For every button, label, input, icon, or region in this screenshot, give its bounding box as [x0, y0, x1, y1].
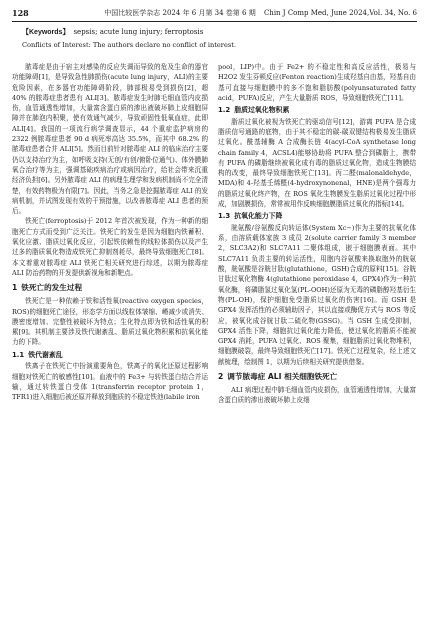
section-1-3-number: 1.3 [218, 212, 231, 221]
section-2-title: 调节脓毒症 ALI 相关细胞铁死亡 [227, 372, 338, 382]
section-1-2-title: 脂质过氧化物积累 [234, 106, 290, 115]
intro-paragraph-1: 脓毒症是由于宿主对感染的反应失调而导致的危及生命的器官功能障碍[1]，是导致急性肺损伤(acute lung injury，ALI)的主要危险因素，在多器官功能障碍阶段，肺部极易受到损伤[2]，超 40% 的脓毒症患者患有 ALI[3]。脓毒症发生时肺毛细血管内皮损伤，血管通透性增加，大量富含蛋白质的渗出液破坏肺上皮细胞屏障并在肺泡内积聚，使有效通气减少，导致顽固性低氧血症，此即 ALI[4]。我国的一项流行病学调查显示，44 个重症监护病房的 2322 例脓毒症患者 90 d 病死率高达 35.5%，而其中 68.2% 的脓毒症患者合并 ALI[5]。然而目前针对脓毒症 ALI 的临床治疗主要仍以支持治疗为主，如呼吸支持(无创/有创/俯卧位通气)、体外膜肺氧合治疗等为主，强调基础疾病治疗或病因治疗，给社会带来沉重经济负担[6]。另外脓毒症 ALI 的病理生理学和发病机制尚不完全清楚，有效药物极为有限[7]。因此，当务之急是挖掘脓毒症 ALI 的发病机制，并试图发现有效的干预措施，以改善脓毒症 ALI 患者的预后。 [12, 63, 208, 216]
section-1-1-paragraph: 铁离子在铁死亡中扮演重要角色，铁离子的氧化还原过程影响细胞对铁死亡的敏感性[10]。血液中的 Fe3+ 与转铁蛋白结合并运输，通过转铁蛋白受体 1(transferrin receptor protein 1，TFR1)进入细胞后被还原并释放到胞质的不稳定铁池(labile iron [12, 362, 208, 402]
section-1-1-title: 铁代谢紊乱 [28, 350, 63, 359]
section-1-2-paragraph: 脂质过氧化被视为铁死亡的驱动信号[12]，游离 PUFA 是合成脂质信号通路的底物，由于其不稳定的碳-碳双键结构极易发生脂质过氧化。酰基辅酶 A 合成酶长链 4(acyl-CoA synthetase long chain family 4，ACSL4)能够协助将 PUFA 整合到磷脂上，携带有 PUFA 的磷脂继续被氧化成有毒的脂质过氧化物，造成生物膜结构的改变，最终导致细胞铁死亡[13]。丙二醛(malonaldehyde，MDA)和 4-羟基壬烯醛(4-hydroxynonenal，HNE)是两个强毒力的脂质过氧化终产物，在 ROS 氧化生物膜发生脂质过氧化过程中形成，加剧膜损伤，常常被用作反映细胞膜脂质过氧化的指标[14]。 [218, 117, 416, 209]
section-2-heading [218, 371, 416, 382]
journal-title-en: Chin J Comp Med, June 2024,Vol. 34, No. 6 [263, 9, 417, 17]
section-1-1-number: 1.1 [12, 350, 25, 359]
header-rule [12, 21, 417, 22]
section-1-2-number: 1.2 [218, 106, 231, 115]
section-1-1-continuation: pool，LIP)中。由于 Fe2+ 的不稳定性和高反应活性，极易与 H2O2 发生芬顿反应(Fenton reaction)生成羟基自由基，羟基自由基可直接与细胞膜中的多不饱和脂肪酸(polyunsaturated fatty acid，PUFA)反应，产生大量脂质 ROS，导致细胞铁死亡[11]。 [218, 63, 416, 102]
section-1-3-heading [218, 211, 416, 222]
section-1-paragraph: 铁死亡是一种依赖于铁和活性氧(reactive oxygen species，ROS)的细胞死亡途径，形态学方面以线粒体皱缩、嵴减少或消失、膜密度增加、完整性被破坏为特点；生化特点即为铁和活性氧的积累[9]。其机制主要涉及铁代谢紊乱、脂质过氧化物积累和抗氧化能力的下降。 [12, 297, 208, 347]
journal-title [98, 7, 417, 19]
section-2-number: 2 [218, 372, 224, 382]
keywords-line [22, 27, 413, 38]
section-1-heading [12, 282, 208, 293]
keywords-label: 【Keywords】 [22, 29, 70, 36]
page-number: 128 [12, 8, 29, 18]
journal-title-cn: 中国比较医学杂志 2024 年 6 月第 34 卷第 6 期 [104, 9, 256, 17]
section-2-paragraph: ALI 病理过程中肺毛细血管内皮损伤，血管通透性增加，大量富含蛋白质的渗出液破坏肺上皮细 [218, 386, 416, 405]
right-column [218, 62, 416, 406]
left-column [12, 62, 208, 402]
section-1-title: 铁死亡的发生过程 [21, 283, 83, 293]
section-1-1-heading [12, 350, 208, 361]
running-header [12, 7, 417, 19]
keywords-text: sepsis; acute lung injury; ferroptosis [73, 28, 204, 36]
section-1-2-heading [218, 105, 416, 116]
section-1-number: 1 [12, 283, 18, 293]
conflict-of-interest: Conflicts of Interest: The authors declare no conflict of interest. [22, 41, 236, 49]
section-1-3-title: 抗氧化能力下降 [234, 212, 283, 221]
intro-paragraph-2: 铁死亡(ferroptosis)于 2012 年首次被发现，作为一种新的细胞死亡方式而受到广泛关注。铁死亡的发生是因为细胞内铁蓄积、氧化应激、脂质过氧化反应，引起铁依赖性的线粒体损伤以及产生过多的脂质氧化物造成铁死亡抑制剂耗尽，最终导致细胞死亡[8]。本文着重对脓毒症 ALI 铁死亡相关研究进行综述，以期为脓毒症 ALI 防治药物的开发提供新视角和新靶点。 [12, 217, 208, 277]
section-1-3-paragraph: 胱氨酸/谷氨酸反向转运体(System Xc−)作为主要的抗氧化体系，由溶质载体家族 3 成员 2(solute carrier family 3 member 2，SLC3A2)和 SLC7A11 二聚体组成，嵌于细胞膜表面。其中 SLC7A11 负责主要的转运活性，用胞内谷氨酸来换取胞外的胱氨酸，胱氨酸是谷胱甘肽(glutathione，GSH)合成的原料[15]。谷胱甘肽过氧化物酶 4(glutathione peroxidase 4，GPX4)作为一种抗氧化酶，将磷脂氢过氧化氢(PL-OOH)还原为无毒的磷脂醇羟基衍生物(PL-OH)，保护细胞免受脂质过氧化的伤害[16]。而 GSH 是 GPX4 发挥活性的必须辅助因子，其以直接或酶促方式与 ROS 等反应，被氧化成谷胱甘肽二硫化物(GSSG)。当 GSH 生成受抑制，GPX4 活性下降，细胞抗过氧化能力降低，使过氧化的脂质不能被 GPX4 消耗，PUFA 过氧化、ROS 聚集，细胞脂质过氧化物堆积，细胞膜破裂，最终导致细胞铁死亡[17]。铁死亡过程复杂，经上述文献梳理，绘制图 1，以期为后续相关研究提供借鉴。 [218, 223, 416, 366]
